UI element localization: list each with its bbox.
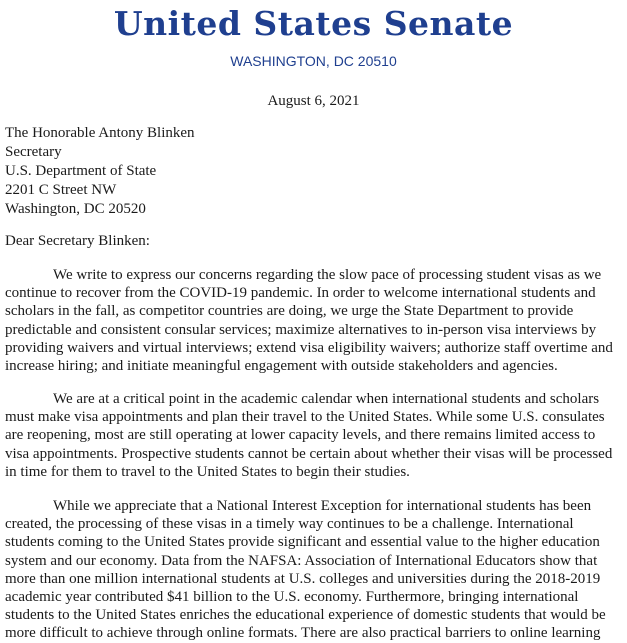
letterhead-title: United States Senate [113,4,514,43]
letterhead-location: WASHINGTON, DC 20510 [230,53,397,69]
paragraph-line: system and our economy. Data from the NAFSA: Association of International Educators show that [5,552,598,569]
paragraph-1 [5,266,625,375]
recipient-address [5,124,195,219]
recipient-title: Secretary [5,144,62,160]
paragraph-3 [5,497,625,643]
paragraph-2 [5,390,625,481]
paragraph-line: students to the United States enriches the educational experience of domestic students that would be [5,607,606,624]
paragraph-line: more difficult to achieve through online formats. There are also practical barriers to online learning [5,625,601,642]
paragraph-line: providing waivers and virtual interviews; extend visa eligibility waivers; authorize staff overtime and [5,339,613,356]
paragraph-line: in time for them to travel to the United States to begin their studies. [5,463,410,480]
recipient-name: The Honorable Antony Blinken [5,125,195,141]
salutation: Dear Secretary Blinken: [5,233,150,249]
recipient-street: 2201 C Street NW [5,182,117,198]
paragraph-line: visa appointments. Prospective students cannot be certain about whether their visas will be processed [5,445,613,462]
paragraph-line: predictable and consistent consular services; maximize alternatives to in-person visa interviews by [5,321,597,338]
recipient-city: Washington, DC 20520 [5,201,146,217]
paragraph-line: students coming to the United States provide significant and essential value to the higher education [5,534,600,551]
paragraph-line: scholars in the fall, as competitor countries are doing, we urge the State Department to provide [5,303,574,320]
paragraph-line: We write to express our concerns regarding the slow pace of processing student visas as we [53,267,602,283]
letter-date: August 6, 2021 [267,93,360,109]
paragraph-line: created, the processing of these visas in a timely way continues to be a challenge. International [5,516,574,533]
paragraph-line: We are at a critical point in the academic calendar when international students and scholars [53,391,600,407]
paragraph-line: continue to recover from the COVID-19 pandemic. In order to welcome international students and [5,285,596,302]
paragraph-line: are reopening, most are still operating at lower capacity levels, and there remains limited access to [5,427,596,444]
paragraph-line: must make visa appointments and plan their travel to the United States. While some U.S. consulates [5,409,605,426]
paragraph-line: more than one million international students at U.S. colleges and universities during the 2018-2019 [5,570,601,587]
paragraph-line: increase hiring; and initiate meaningful engagement with outside stakeholders and agencies. [5,358,558,375]
paragraph-line: While we appreciate that a National Interest Exception for international students has been [53,498,592,514]
recipient-department: U.S. Department of State [5,163,157,179]
paragraph-line: academic year contributed $41 billion to the U.S. economy. Furthermore, bringing international [5,589,579,606]
